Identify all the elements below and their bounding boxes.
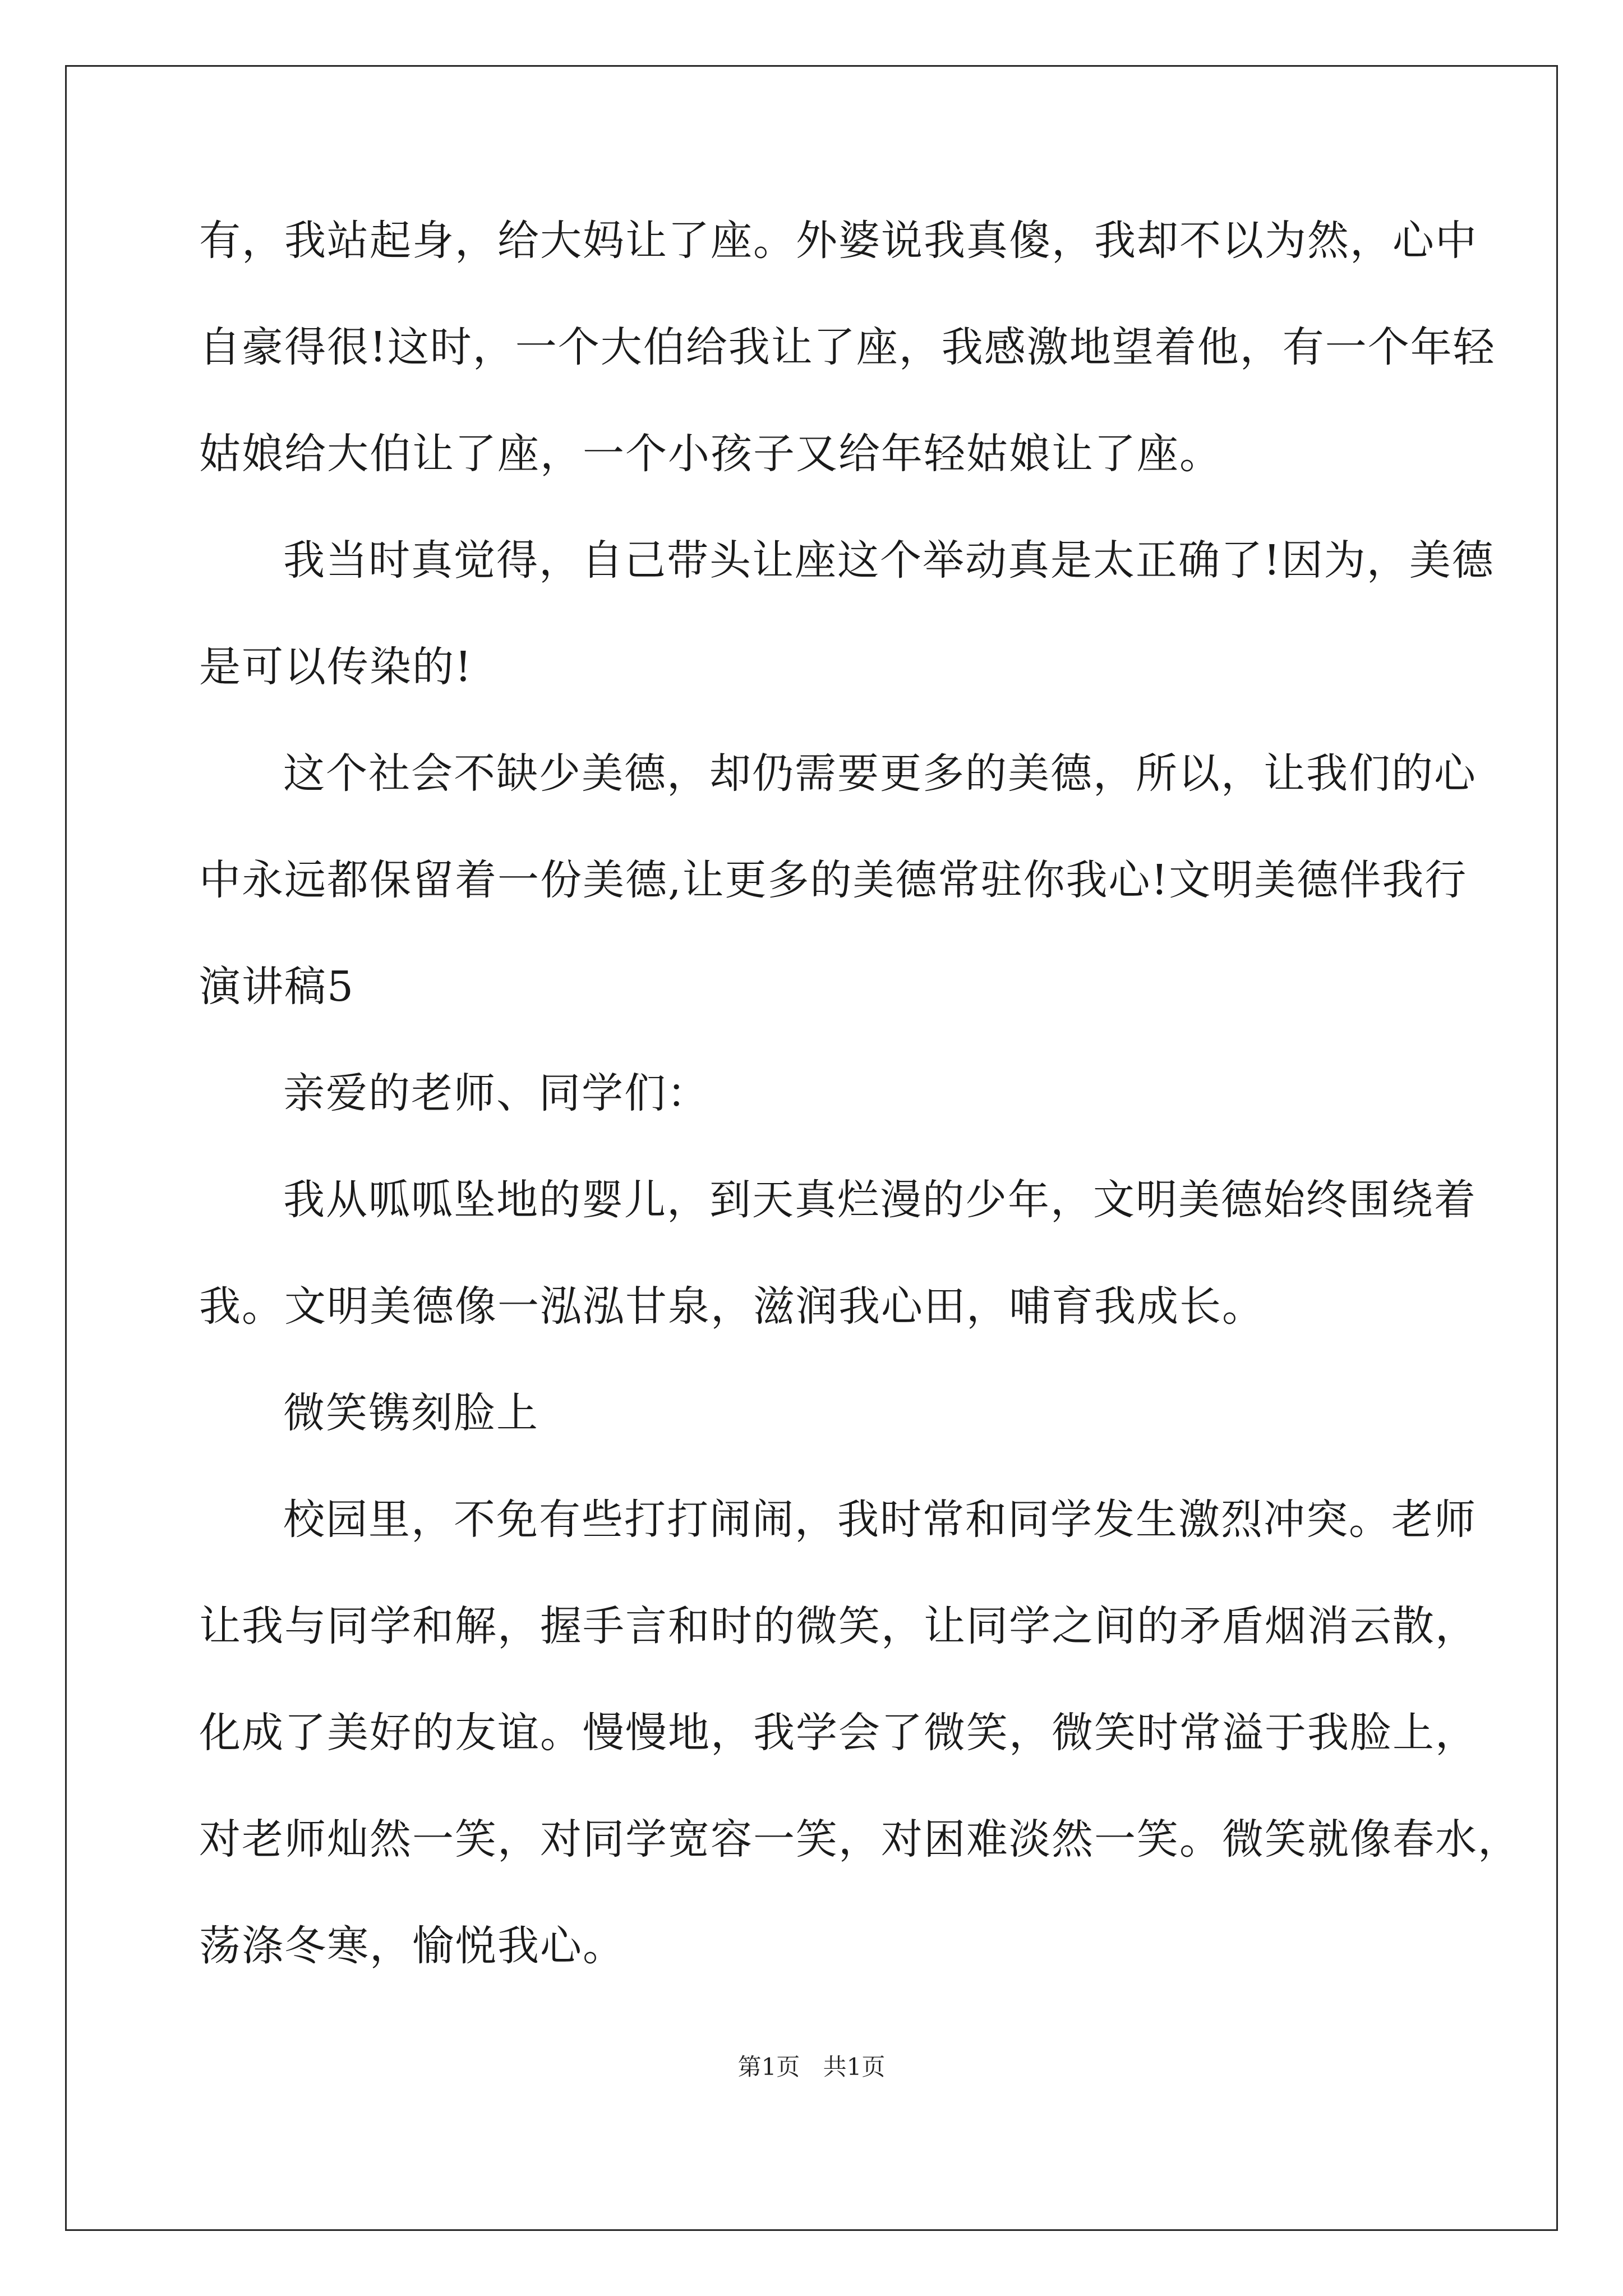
- text-line: 中永远都保留着一份美德,让更多的美德常驻你我心!文明美德伴我行: [199, 856, 1468, 904]
- text-line: 有，我站起身，给大妈让了座。外婆说我真傻，我却不以为然，心中: [199, 217, 1478, 265]
- text-line: 化成了美好的友谊。慢慢地，我学会了微笑，微笑时常溢于我脸上，: [199, 1709, 1478, 1757]
- subheading: 微笑镌刻脸上: [283, 1389, 539, 1437]
- text-line: 我从呱呱坠地的婴儿，到天真烂漫的少年，文明美德始终围绕着: [283, 1176, 1477, 1224]
- text-line: 姑娘给大伯让了座，一个小孩子又给年轻姑娘让了座。: [199, 430, 1222, 478]
- text-line: 校园里，不免有些打打闹闹，我时常和同学发生激烈冲突。老师: [283, 1496, 1477, 1544]
- text-line: 这个社会不缺少美德，却仍需要更多的美德，所以，让我们的心: [283, 749, 1477, 798]
- page-total: 共1页: [823, 2053, 886, 2081]
- page-number: 第1页: [737, 2053, 800, 2081]
- section-title: 演讲稿5: [199, 963, 355, 1011]
- document-body: [199, 199, 1520, 2011]
- text-line: 荡涤冬寒，愉悦我心。: [199, 1922, 625, 1970]
- text-line: 我当时真觉得，自己带头让座这个举动真是太正确了!因为，美德: [283, 536, 1495, 585]
- page-footer: [0, 2050, 1623, 2084]
- text-line: 对老师灿然一笑，对同学宽容一笑，对困难淡然一笑。微笑就像春水，: [199, 1815, 1520, 1864]
- text-line: 是可以传染的!: [199, 643, 473, 691]
- text-line: 自豪得很!这时，一个大伯给我让了座，我感激地望着他，有一个年轻: [199, 323, 1496, 371]
- salutation: 亲爱的老师、同学们：: [283, 1069, 709, 1117]
- text-line: 让我与同学和解，握手言和时的微笑，让同学之间的矛盾烟消云散，: [199, 1602, 1478, 1650]
- text-line: 我。文明美德像一泓泓甘泉，滋润我心田，哺育我成长。: [199, 1282, 1265, 1331]
